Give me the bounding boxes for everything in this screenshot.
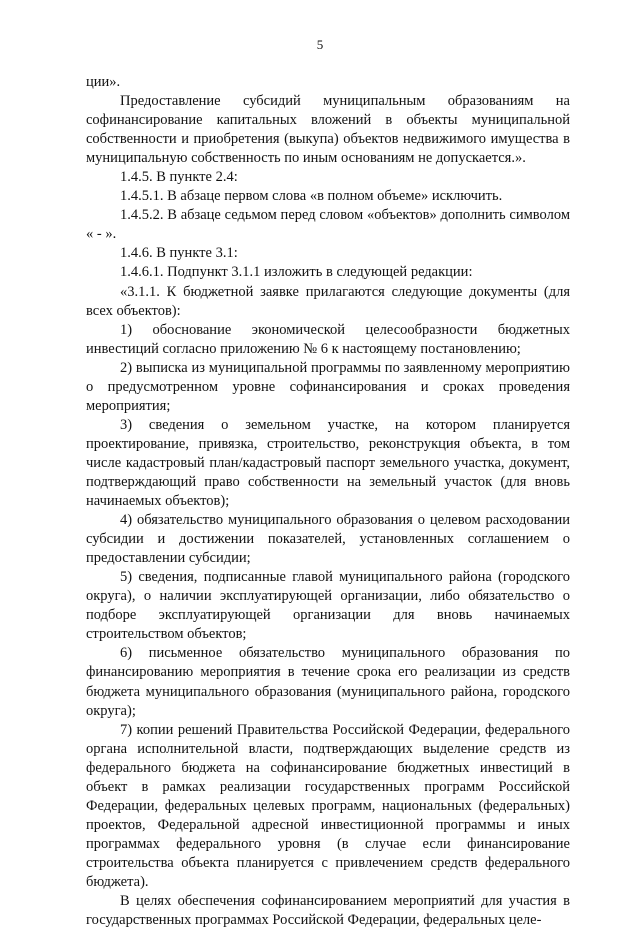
list-item-2: 2) выписка из муниципальной программы по заявленному мероприятию о предусмотренном уровне софинансирования и сроках проведения мероприятия; [86, 359, 570, 414]
page-number: 5 [316, 37, 324, 52]
paragraph-continuation: ции». [86, 74, 121, 90]
list-item-1: 1) обоснование экономической целесообразности бюджетных инвестиций согласно приложению № 6 к настоящему постановлению; [86, 321, 570, 357]
list-item-3: 3) сведения о земельном участке, на котором планируется проектирование, привязка, строительство, реконструкция объекта, в том числе кадастровый план/кадастровый паспорт земельного участка, документ, подтверждающий право собственности на земельный участок (для вновь начинаемых объектов); [86, 416, 570, 510]
paragraph-subsidy-restriction: Предоставление субсидий муниципальным образованиям на софинансирование капитальных вложений в объекты муниципальной собственности и приобретения (выкупа) объектов недвижимого имущества в муниципальную собственность по иным основаниям не допускается.». [86, 93, 570, 167]
paragraph-3-1-1: «3.1.1. К бюджетной заявке прилагаются следующие документы (для всех объектов): [86, 283, 570, 319]
paragraph-cofinancing: В целях обеспечения софинансированием мероприятий для участия в государственных программах Российской Федерации, федеральных целе- [86, 893, 570, 929]
paragraph-1-4-6: 1.4.6. В пункте 3.1: [120, 245, 238, 262]
list-item-6: 6) письменное обязательство муниципального образования по финансированию мероприятия в течение срока его реализации из средств бюджета муниципального образования (муниципального района, городского округа); [86, 645, 570, 719]
list-item-5: 5) сведения, подписанные главой муниципального района (городского округа), о наличии эксплуатирующей организации, либо обязательство о подборе эксплуатирующей организации для вновь начинаемых строительством объектов; [86, 569, 570, 643]
paragraph-1-4-5-1: 1.4.5.1. В абзаце первом слова «в полном объеме» исключить. [120, 188, 503, 205]
paragraph-1-4-6-1: 1.4.6.1. Подпункт 3.1.1 изложить в следующей редакции: [120, 264, 473, 281]
list-item-7: 7) копии решений Правительства Российской Федерации, федерального органа исполнительной власти, подтверждающих выделение средств из федерального бюджета на софинансирование бюджетных инвестиций в объект в рамках реализации государственных программ Российской Федерации, федеральных целевых программ, национальных (федеральных) проектов, Федеральной адресной инвестиционной программы и иных программах федерального уровня (в случае если финансирование строительства объекта планируется с привлечением средств федерального бюджета). [86, 721, 570, 890]
list-item-4: 4) обязательство муниципального образования о целевом расходовании субсидии и достижении показателей, установленных соглашением о предоставлении субсидии; [86, 512, 570, 567]
paragraph-1-4-5-2: 1.4.5.2. В абзаце седьмом перед словом «объектов» дополнить символом « - ». [86, 207, 570, 243]
document-body [86, 73, 570, 930]
paragraph-1-4-5: 1.4.5. В пункте 2.4: [120, 169, 238, 186]
